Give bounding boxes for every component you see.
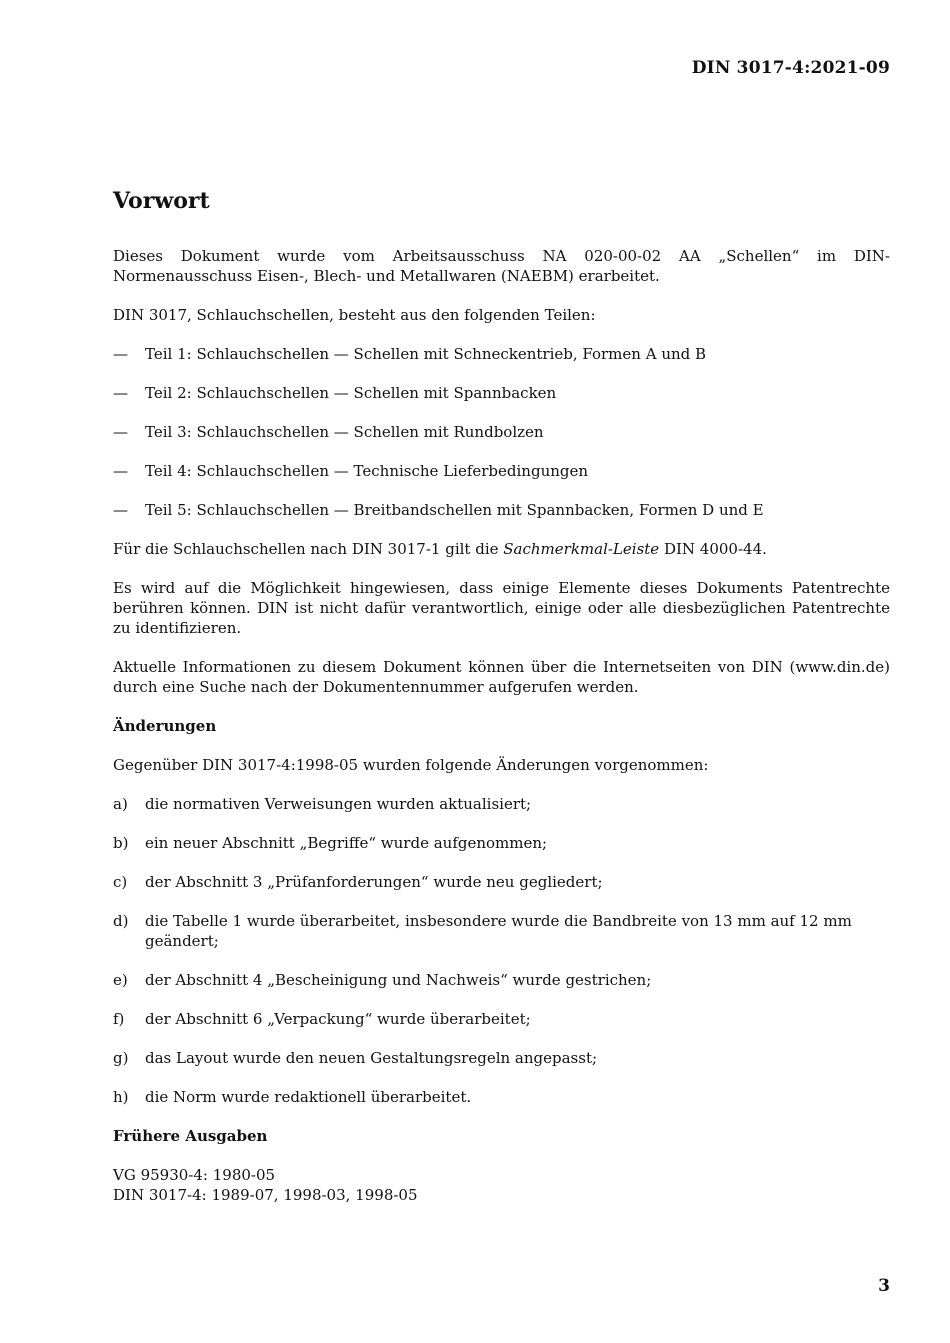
list-marker: e) — [113, 971, 128, 989]
edition-line: DIN 3017-4: 1989-07, 1998-03, 1998-05 — [113, 1186, 418, 1204]
list-item-text: die Tabelle 1 wurde überarbeitet, insbesondere wurde die Bandbreite von 13 mm auf 12 mm geändert; — [145, 912, 852, 950]
list-item-text: die normativen Verweisungen wurden aktualisiert; — [145, 795, 532, 813]
patent-paragraph: Es wird auf die Möglichkeit hingewiesen, dass einige Elemente dieses Dokuments Patentrechte berühren können. DIN ist nicht dafür verantwortlich, einige oder alle diesbezüglichen Patentrechte zu identifizieren. — [113, 579, 890, 637]
list-item — [113, 344, 890, 364]
earlier-editions-heading: Frühere Ausgaben — [113, 1127, 268, 1145]
changes-list — [113, 794, 890, 1107]
list-marker: d) — [113, 912, 129, 930]
list-marker: — — [113, 501, 128, 519]
list-marker: a) — [113, 795, 128, 813]
list-item-text: Teil 4: Schlauchschellen — Technische Lieferbedingungen — [145, 462, 589, 480]
list-item-text: Teil 3: Schlauchschellen — Schellen mit Rundbolzen — [145, 423, 544, 441]
intro-paragraph: Dieses Dokument wurde vom Arbeitsausschuss NA 020-00-02 AA „Schellen“ im DIN-Normenausschuss Eisen-, Blech- und Metallwaren (NAEBM) erarbeitet. — [113, 247, 890, 285]
sachmerkmal-text-after: DIN 4000-44. — [659, 540, 767, 558]
sachmerkmal-paragraph — [113, 539, 890, 559]
list-item-text: Teil 5: Schlauchschellen — Breitbandschellen mit Spannbacken, Formen D und E — [145, 501, 764, 519]
info-paragraph: Aktuelle Informationen zu diesem Dokument können über die Internetseiten von DIN (www.din.de) durch eine Suche nach der Dokumentennummer aufgerufen werden. — [113, 658, 890, 696]
list-item-text: der Abschnitt 3 „Prüfanforderungen“ wurde neu gegliedert; — [145, 873, 603, 891]
changes-intro: Gegenüber DIN 3017-4:1998-05 wurden folgende Änderungen vorgenommen: — [113, 756, 709, 774]
list-marker: h) — [113, 1088, 129, 1106]
page-number: 3 — [878, 1276, 890, 1296]
edition-line: VG 95930-4: 1980-05 — [113, 1166, 276, 1184]
list-marker: b) — [113, 834, 129, 852]
list-marker: g) — [113, 1049, 129, 1067]
list-item — [113, 872, 890, 892]
changes-heading: Änderungen — [113, 717, 217, 735]
foreword-section — [113, 186, 890, 1205]
list-item-text: Teil 1: Schlauchschellen — Schellen mit Schneckentrieb, Formen A und B — [145, 345, 707, 363]
list-item — [113, 911, 890, 951]
list-marker: c) — [113, 873, 128, 891]
list-item — [113, 833, 890, 853]
list-item — [113, 500, 890, 520]
list-marker: — — [113, 345, 128, 363]
list-marker: — — [113, 384, 128, 402]
list-item-text: der Abschnitt 6 „Verpackung“ wurde überarbeitet; — [145, 1010, 531, 1028]
list-marker: f) — [113, 1010, 125, 1028]
list-item-text: das Layout wurde den neuen Gestaltungsregeln angepasst; — [145, 1049, 598, 1067]
list-marker: — — [113, 423, 128, 441]
list-item — [113, 794, 890, 814]
page-title: Vorwort — [113, 188, 210, 214]
list-item — [113, 1048, 890, 1068]
list-item — [113, 422, 890, 442]
list-item-text: Teil 2: Schlauchschellen — Schellen mit Spannbacken — [145, 384, 557, 402]
parts-list — [113, 344, 890, 520]
parts-intro-paragraph: DIN 3017, Schlauchschellen, besteht aus den folgenden Teilen: — [113, 306, 596, 324]
list-item — [113, 383, 890, 403]
list-item-text: ein neuer Abschnitt „Begriffe“ wurde aufgenommen; — [145, 834, 548, 852]
document-id: DIN 3017-4:2021-09 — [691, 58, 890, 78]
list-item — [113, 1009, 890, 1029]
list-item-text: der Abschnitt 4 „Bescheinigung und Nachweis“ wurde gestrichen; — [145, 971, 652, 989]
list-marker: — — [113, 462, 128, 480]
list-item — [113, 461, 890, 481]
sachmerkmal-text-before: Für die Schlauchschellen nach DIN 3017-1 gilt die — [113, 540, 504, 558]
list-item — [113, 1087, 890, 1107]
sachmerkmal-italic: Sachmerkmal-Leiste — [503, 540, 660, 558]
list-item-text: die Norm wurde redaktionell überarbeitet. — [145, 1088, 472, 1106]
earlier-editions-list — [113, 1165, 890, 1205]
list-item — [113, 970, 890, 990]
